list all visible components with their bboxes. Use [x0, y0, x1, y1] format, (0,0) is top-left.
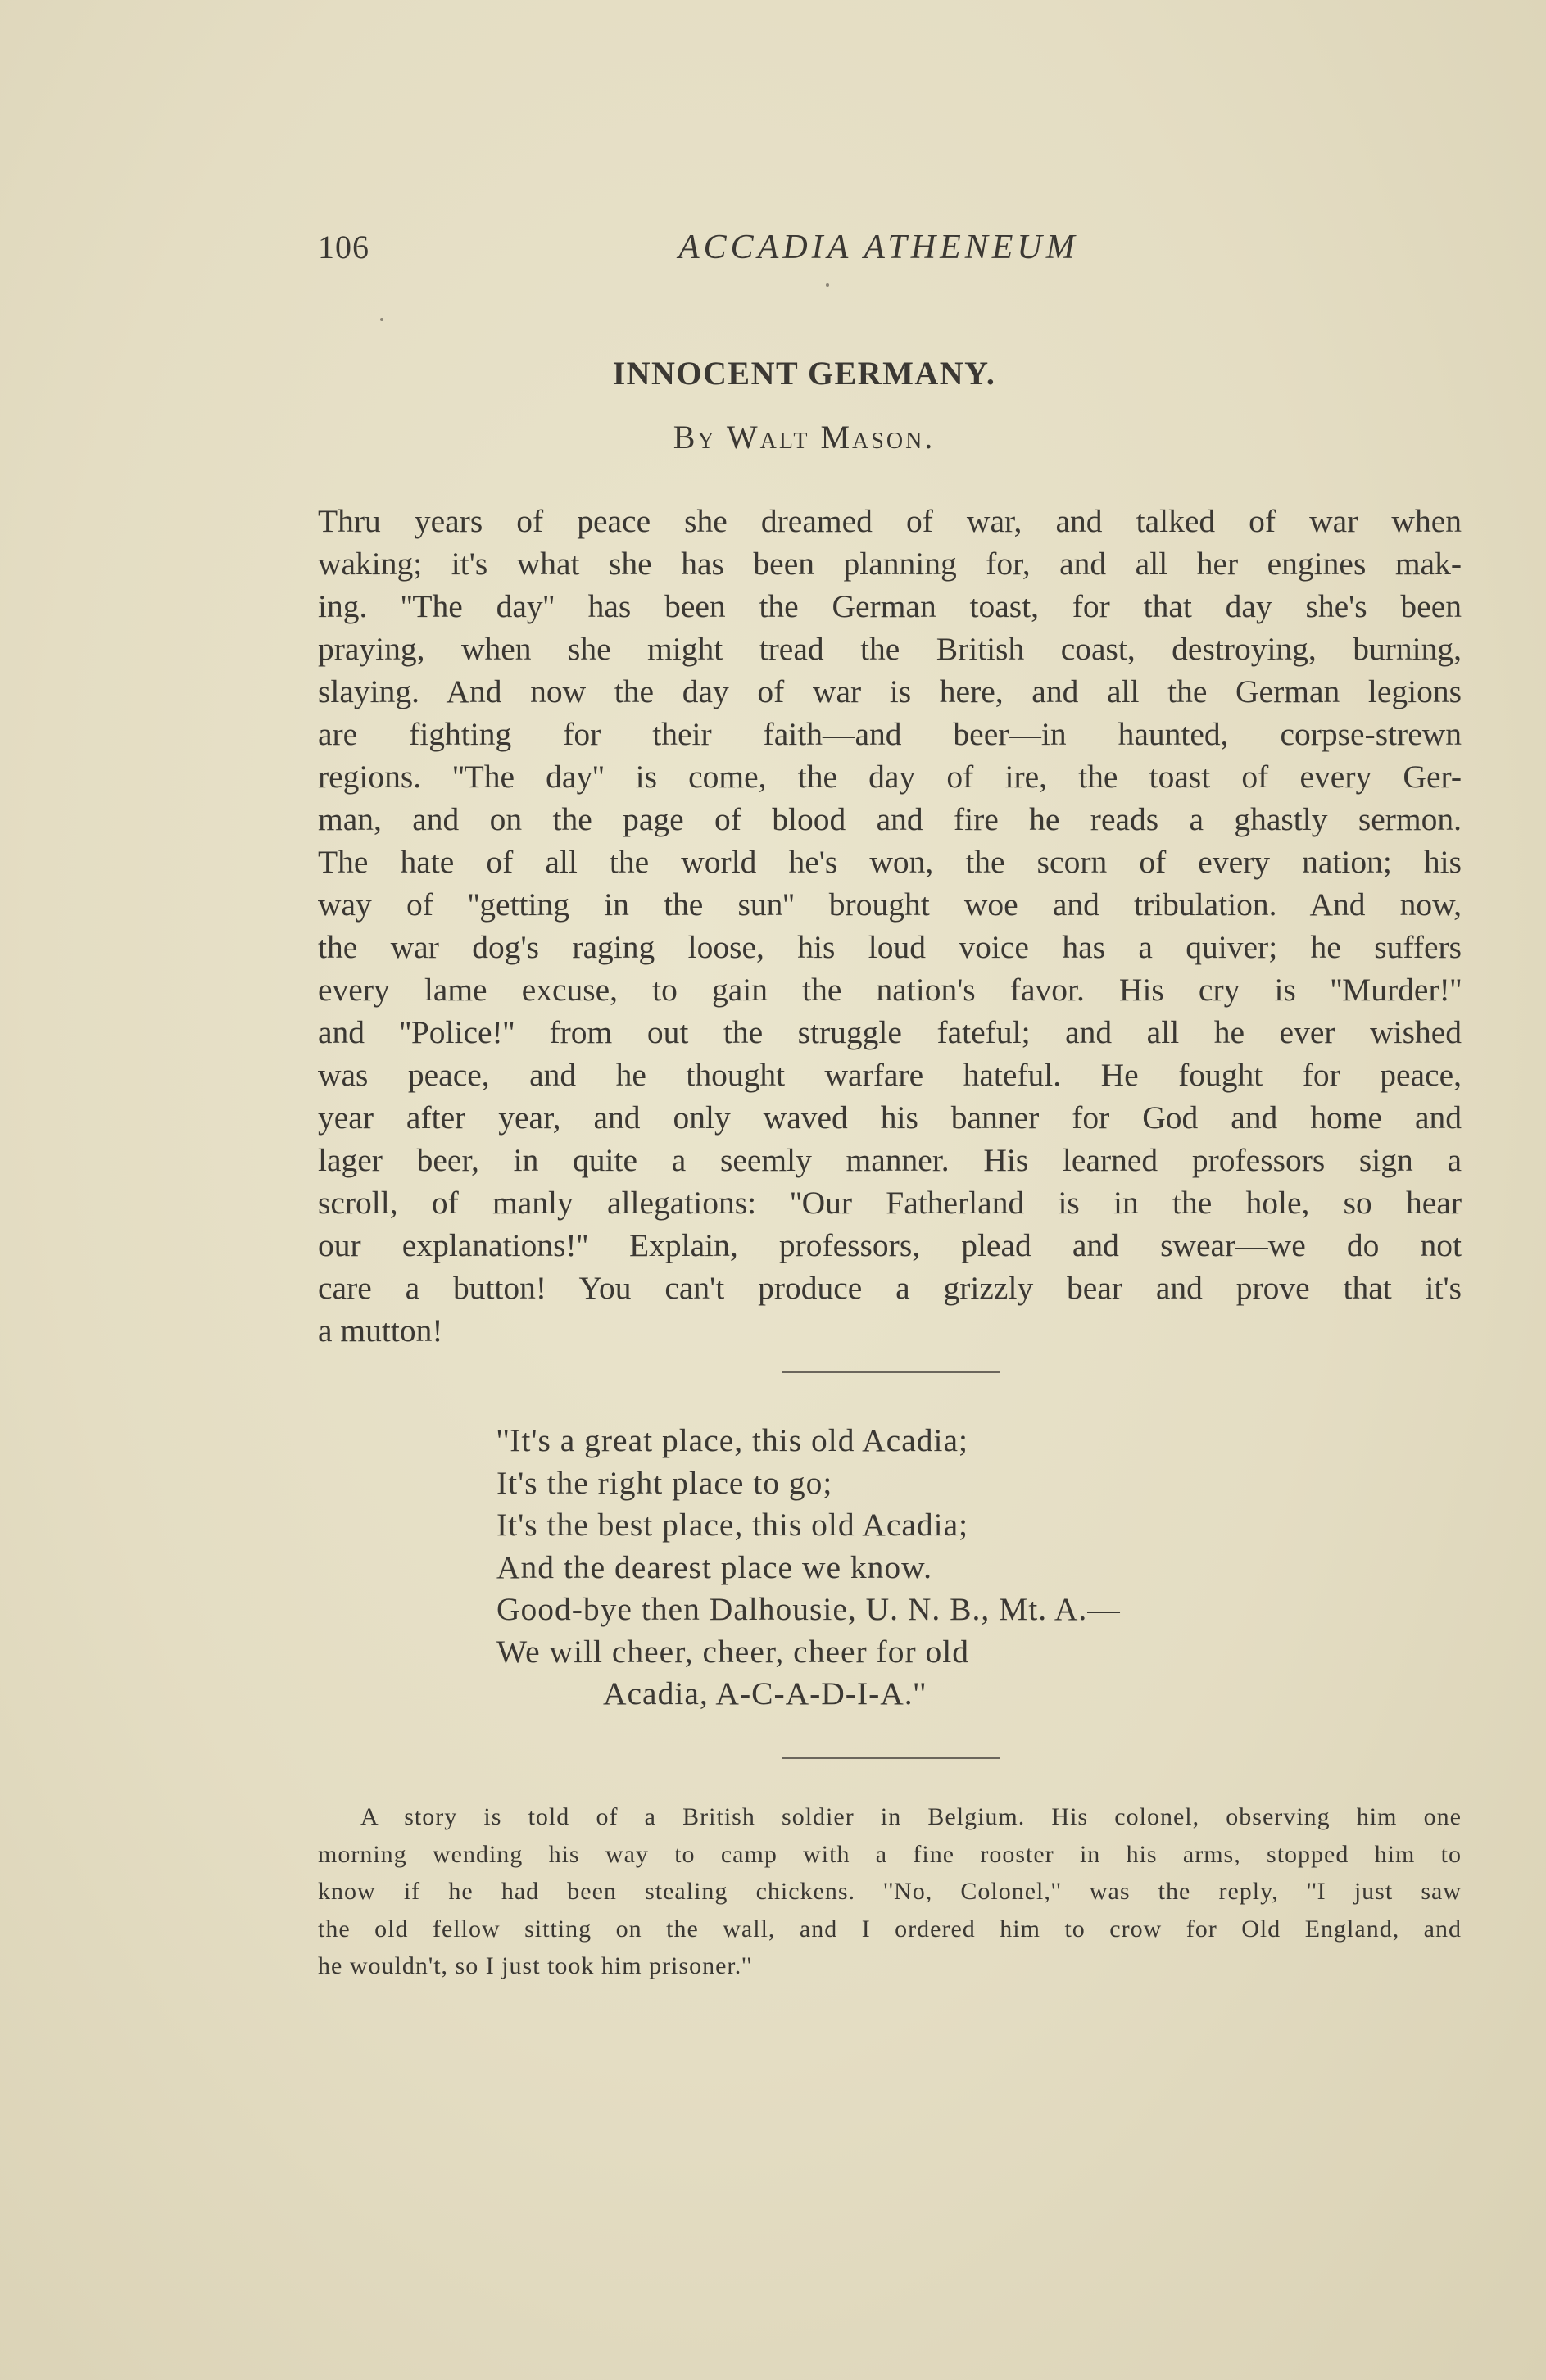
body-line: way of ''getting in the sun'' brought woe and tribulation. And now, — [318, 886, 1462, 923]
poem-line: Acadia, A-C-A-D-I-A.'' — [603, 1675, 927, 1711]
poem-line: ''It's a great place, this old Acadia; — [496, 1422, 968, 1458]
article-byline: By Walt Mason. — [673, 419, 936, 456]
body-line: praying, when she might tread the British coast, destroying, burning, — [318, 631, 1462, 667]
body-line: slaying. And now the day of war is here, and all the German legions — [318, 673, 1462, 709]
body-line: scroll, of manly allegations: ''Our Fatherland is in the hole, so hear — [318, 1185, 1462, 1221]
body-line: the war dog's raging loose, his loud voice has a quiver; he suffers — [318, 929, 1462, 965]
anecdote-line: morning wending his way to camp with a fine rooster in his arms, stopped him to — [318, 1840, 1462, 1868]
print-speck — [826, 283, 829, 287]
poem-line: It's the best place, this old Acadia; — [496, 1507, 969, 1543]
body-line: are fighting for their faith—and beer—in haunted, corpse-strewn — [318, 716, 1462, 752]
article-body — [318, 500, 1462, 1352]
body-line: waking; it's what she has been planning for, and all her engines mak- — [318, 546, 1462, 582]
body-line: regions. ''The day'' is come, the day of ire, the toast of every Ger- — [318, 759, 1462, 795]
body-line: The hate of all the world he's won, the scorn of every nation; his — [318, 844, 1462, 880]
body-line: year after year, and only waved his banner for God and home and — [318, 1099, 1462, 1136]
body-line: a mutton! — [318, 1312, 443, 1349]
print-speck — [380, 318, 383, 321]
poem-line: It's the right place to go; — [496, 1464, 833, 1501]
poem-line: We will cheer, cheer, cheer for old — [496, 1633, 969, 1670]
journal-title: ACCADIA ATHENEUM — [678, 229, 1079, 266]
poem-line: And the dearest place we know. — [496, 1548, 932, 1585]
anecdote-line: know if he had been stealing chickens. ''No, Colonel,'' was the reply, ''I just saw — [318, 1878, 1462, 1905]
article-title: INNOCENT GERMANY. — [612, 355, 996, 392]
body-line: ing. ''The day'' has been the German toast, for that day she's been — [318, 588, 1462, 624]
poem — [496, 1420, 1316, 1716]
body-line: and ''Police!'' from out the struggle fateful; and all he ever wished — [318, 1014, 1462, 1050]
body-line: man, and on the page of blood and fire he reads a ghastly sermon. — [318, 801, 1462, 837]
section-divider — [782, 1757, 1000, 1759]
anecdote-line: A story is told of a British soldier in Belgium. His colonel, observing him one — [360, 1803, 1462, 1830]
body-line: our explanations!'' Explain, professors, plead and swear—we do not — [318, 1227, 1462, 1263]
body-line: care a button! You can't produce a grizzly bear and prove that it's — [318, 1270, 1462, 1306]
poem-line: Good-bye then Dalhousie, U. N. B., Mt. A.— — [496, 1591, 1121, 1627]
page-number: 106 — [318, 229, 369, 265]
body-line: was peace, and he thought warfare hateful. He fought for peace, — [318, 1057, 1462, 1093]
body-line: lager beer, in quite a seemly manner. His learned professors sign a — [318, 1142, 1462, 1178]
anecdote-line: the old fellow sitting on the wall, and I ordered him to crow for Old England, and — [318, 1915, 1462, 1943]
section-divider — [782, 1371, 1000, 1373]
running-head — [318, 228, 1462, 277]
anecdote-line: he wouldn't, so I just took him prisoner.'' — [318, 1952, 753, 1979]
body-line: every lame excuse, to gain the nation's favor. His cry is ''Murder!'' — [318, 972, 1462, 1008]
anecdote — [318, 1798, 1462, 1985]
body-line: Thru years of peace she dreamed of war, and talked of war when — [318, 503, 1462, 539]
